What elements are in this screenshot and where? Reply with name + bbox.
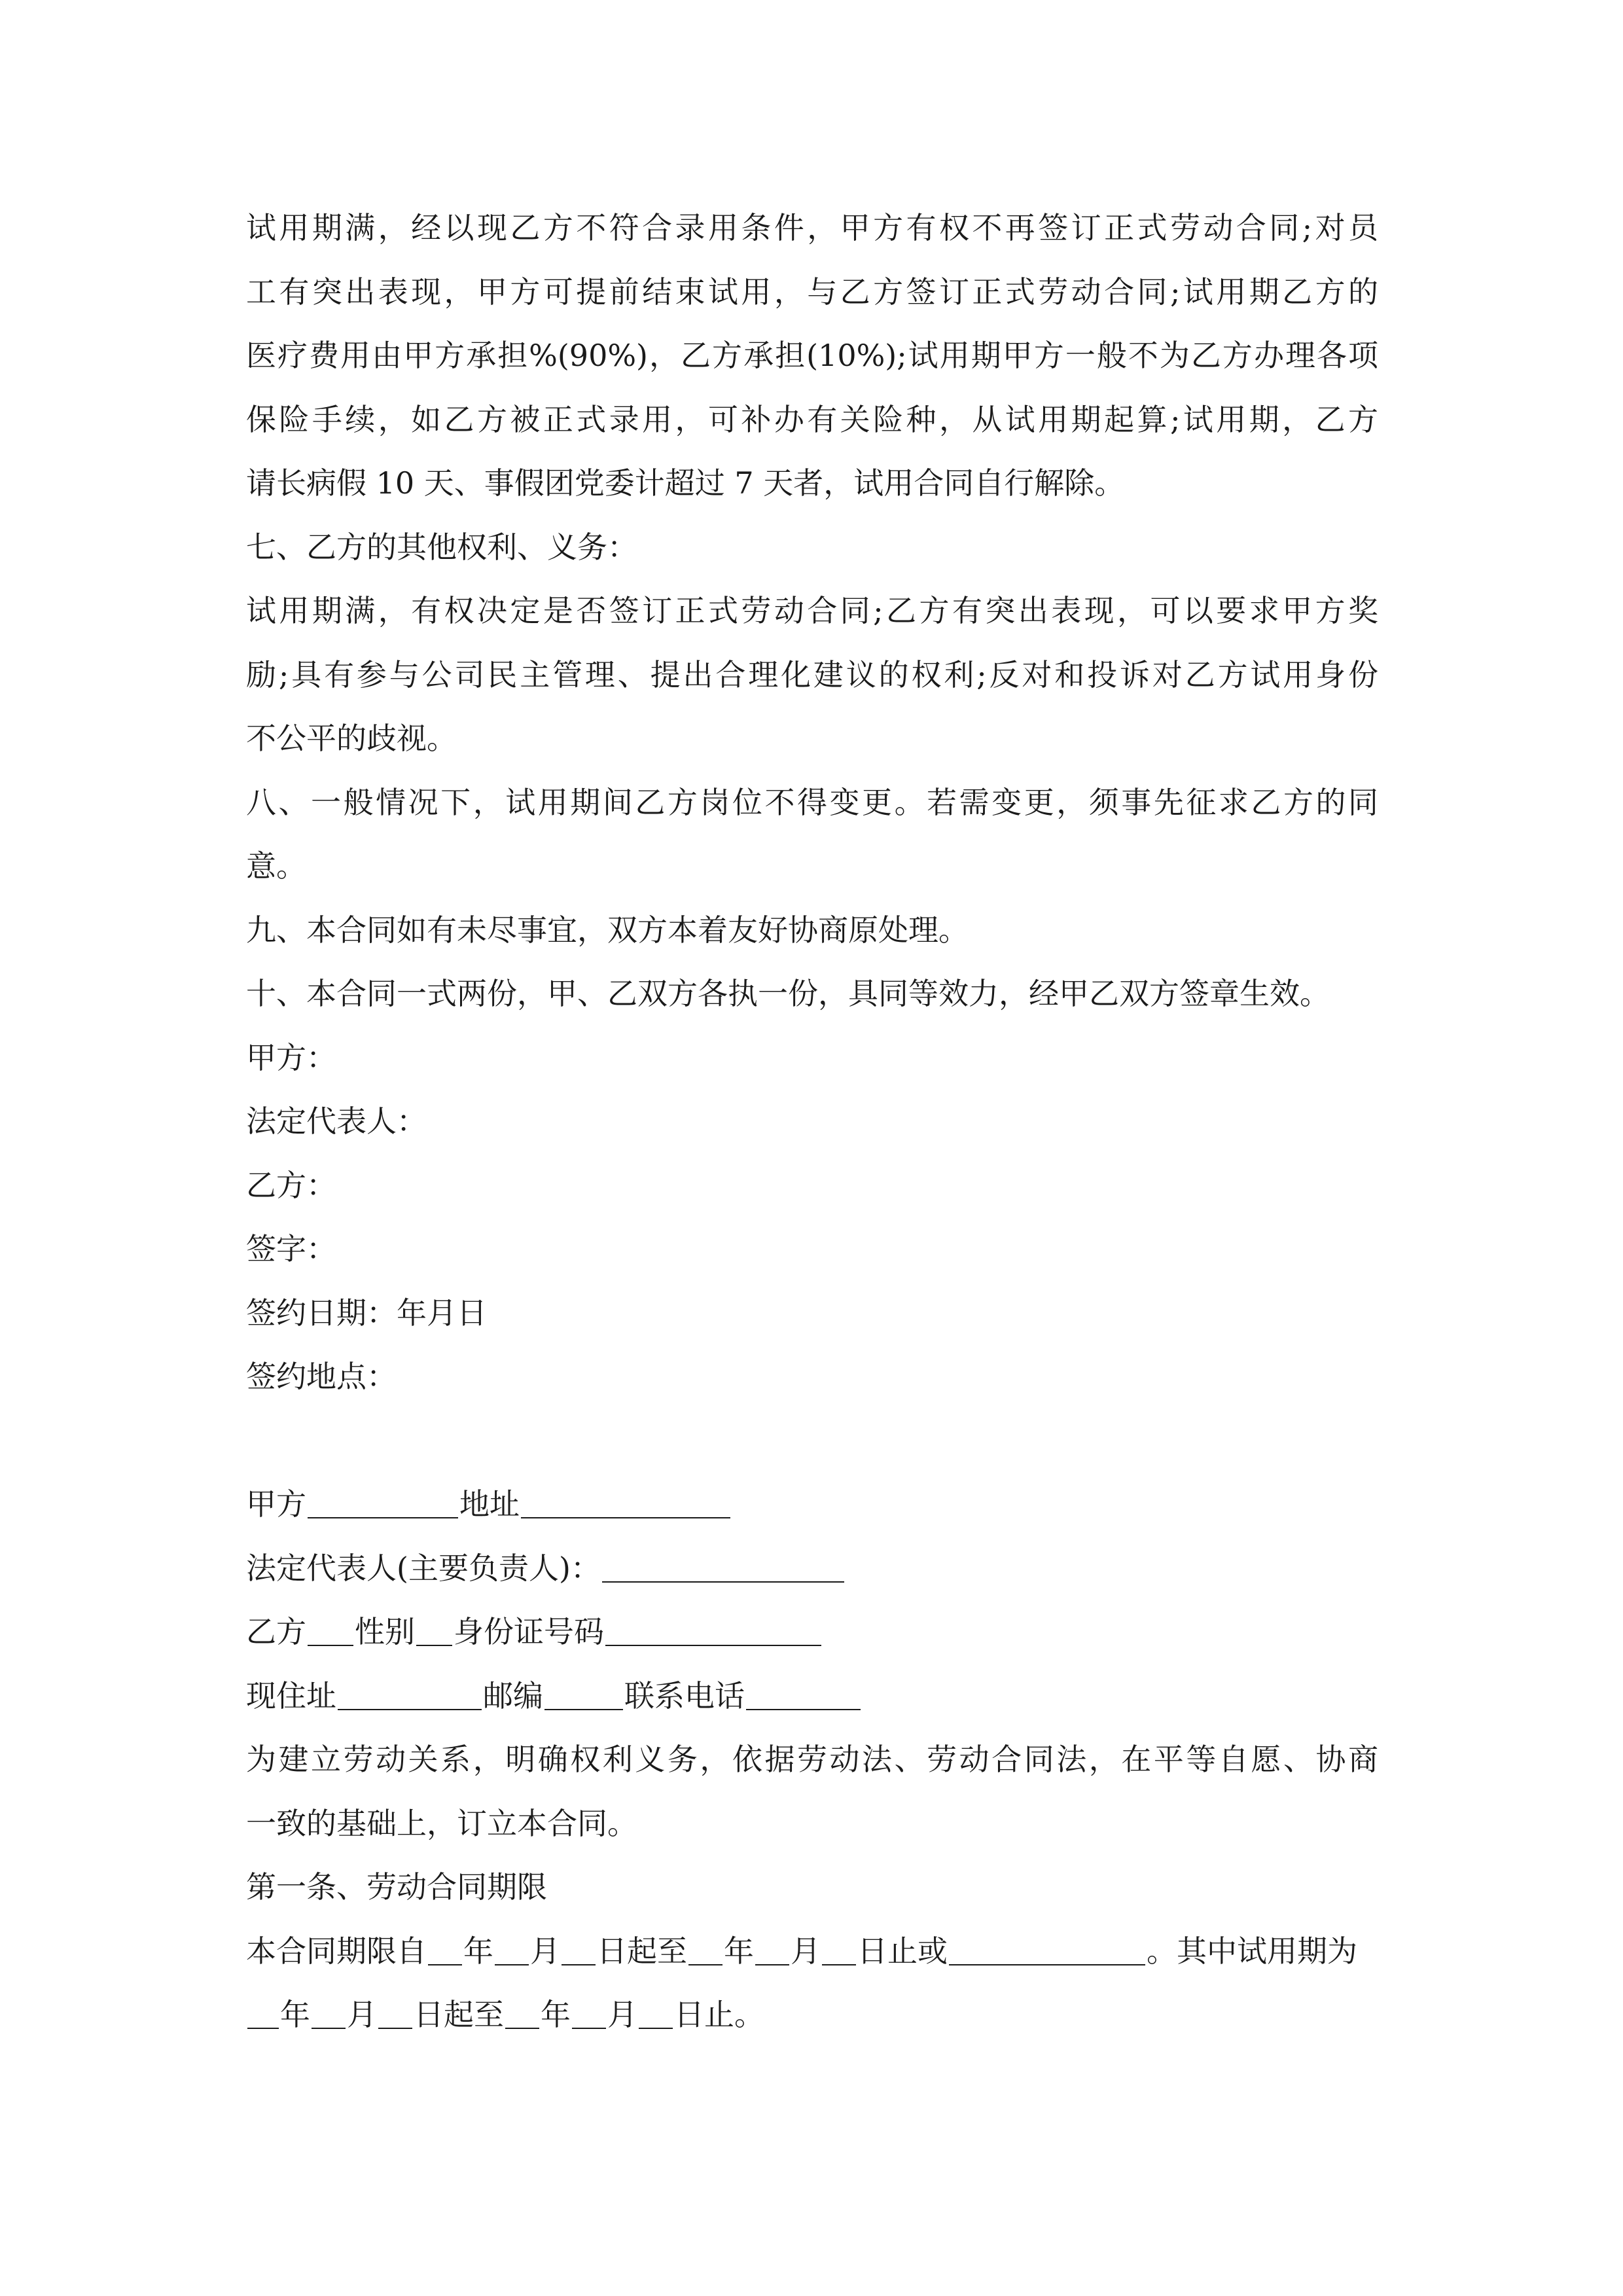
section-9-paragraph: 九、本合同如有未尽事宜，双方本着友好协商原处理。 [246, 912, 969, 948]
contract-term-line [246, 1920, 1378, 1984]
text-line: 试用期满，经以现乙方不符合录用条件，甲方有权不再签订正式劳动合同;对员 [246, 210, 1378, 245]
text-line: 不公平的歧视。 [246, 721, 457, 756]
form-line-party-a [246, 1473, 1378, 1537]
text-line: 请长病假 10 天、事假团党委计超过 7 天者，试用合同自行解除。 [246, 465, 1125, 501]
year-label: 年 [724, 1933, 754, 1969]
alternative-term-blank[interactable] [949, 1934, 1145, 1965]
intro-paragraph [246, 1728, 1378, 1856]
text-line: 励;具有参与公司民主管理、提出合理化建议的权利;反对和投诉对乙方试用身份 [246, 656, 1378, 692]
section-8-paragraph [246, 771, 1378, 899]
gender-label: 性别 [355, 1614, 415, 1649]
current-address-label: 现住址 [246, 1677, 336, 1713]
end-month-blank[interactable] [755, 1934, 789, 1965]
id-number-blank[interactable] [605, 1615, 821, 1646]
trial-end-month-blank[interactable] [572, 1998, 606, 2029]
trial-end-day-blank[interactable] [639, 1998, 673, 2029]
form-line-address [246, 1664, 1378, 1729]
day-until-label: 日止或 [857, 1933, 948, 1969]
party-b-label: 乙方 [246, 1614, 306, 1649]
trial-start-day-blank[interactable] [378, 1998, 412, 2029]
year-label: 年 [280, 1997, 310, 2032]
trial-end-year-blank[interactable] [505, 1998, 539, 2029]
postcode-label: 邮编 [483, 1677, 543, 1713]
text-line: 试用期满，有权决定是否签订正式劳动合同;乙方有突出表现，可以要求甲方奖 [246, 593, 1378, 628]
id-number-label: 身份证号码 [454, 1614, 604, 1649]
trial-start-year-blank[interactable] [247, 1998, 279, 2029]
text-line: 工有突出表现，甲方可提前结束试用，与乙方签订正式劳动合同;试用期乙方的 [246, 274, 1378, 310]
signature-party-b: 乙方： [246, 1167, 336, 1203]
address-label: 地址 [459, 1486, 520, 1522]
phone-label: 联系电话 [624, 1677, 745, 1713]
day-from-label: 日起至 [414, 1997, 504, 2032]
signature-date: 签约日期：年月日 [246, 1295, 487, 1331]
section-heading-7: 七、乙方的其他权利、义务： [246, 529, 637, 565]
article-1-title: 第一条、劳动合同期限 [246, 1869, 547, 1905]
form-line-legal-rep [246, 1537, 1378, 1601]
signature-legal-rep: 法定代表人： [246, 1103, 427, 1139]
end-year-blank[interactable] [688, 1934, 722, 1965]
signature-sign: 签字： [246, 1231, 336, 1266]
spacer [246, 1409, 1378, 1473]
text-line: 保险手续，如乙方被正式录用，可补办有关险种，从试用期起算;试用期，乙方 [246, 401, 1378, 437]
legal-rep-blank[interactable] [602, 1551, 844, 1583]
text-line: 八、一般情况下，试用期间乙方岗位不得变更。若需变更，须事先征求乙方的同 [246, 784, 1378, 820]
current-address-blank[interactable] [338, 1679, 482, 1710]
party-a-blank[interactable] [308, 1487, 458, 1518]
document-body [246, 196, 1378, 2047]
phone-blank[interactable] [746, 1679, 861, 1710]
text-line: 医疗费用由甲方承担%(90%)，乙方承担(10%);试用期甲方一般不为乙方办理各项 [246, 338, 1378, 373]
party-b-blank[interactable] [308, 1615, 353, 1646]
gender-blank[interactable] [416, 1615, 452, 1646]
start-year-blank[interactable] [428, 1934, 462, 1965]
signature-place: 签约地点： [246, 1359, 397, 1394]
party-a-label: 甲方 [246, 1486, 306, 1522]
day-end-label: 日止。 [674, 1997, 764, 2032]
text-line: 意。 [246, 848, 306, 884]
address-blank[interactable] [521, 1487, 730, 1518]
trial-prefix: 。其中试用期为 [1147, 1933, 1357, 1969]
section-10-paragraph: 十、本合同一式两份，甲、乙双方各执一份，具同等效力，经甲乙双方签章生效。 [246, 976, 1330, 1011]
end-day-blank[interactable] [822, 1934, 856, 1965]
month-label: 月 [607, 1997, 637, 2032]
month-label: 月 [791, 1933, 821, 1969]
text-line: 一致的基础上，订立本合同。 [246, 1805, 637, 1841]
term-prefix: 本合同期限自 [246, 1933, 427, 1969]
month-label: 月 [530, 1933, 560, 1969]
postcode-blank[interactable] [544, 1679, 623, 1710]
year-label: 年 [463, 1933, 493, 1969]
trial-period-paragraph [246, 196, 1378, 516]
trial-start-month-blank[interactable] [312, 1998, 346, 2029]
legal-rep-label: 法定代表人(主要负责人)： [246, 1550, 601, 1586]
text-line: 为建立劳动关系，明确权利义务，依据劳动法、劳动合同法，在平等自愿、协商 [246, 1742, 1378, 1777]
day-from-label: 日起至 [597, 1933, 687, 1969]
year-label: 年 [541, 1997, 571, 2032]
form-line-party-b [246, 1600, 1378, 1664]
trial-term-line [246, 1983, 1378, 2047]
start-day-blank[interactable] [562, 1934, 596, 1965]
signature-party-a: 甲方： [246, 1039, 336, 1075]
start-month-blank[interactable] [495, 1934, 529, 1965]
month-label: 月 [347, 1997, 377, 2032]
party-b-rights-paragraph [246, 579, 1378, 771]
